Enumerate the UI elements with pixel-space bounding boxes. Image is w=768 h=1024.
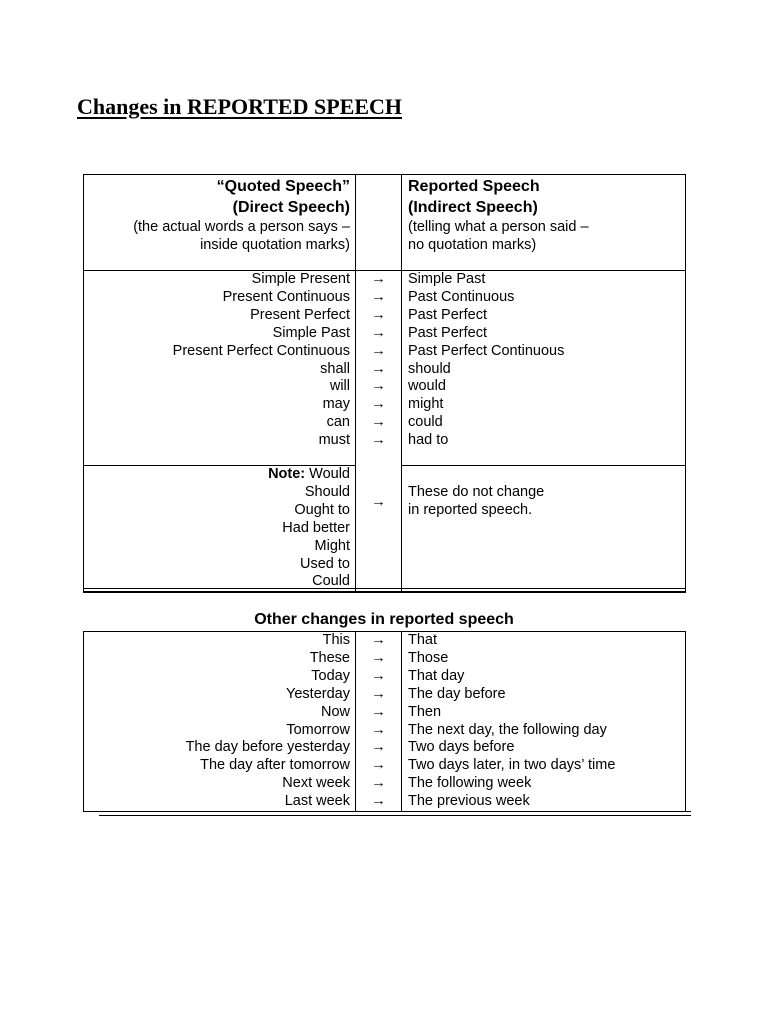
- tense-from: may: [322, 396, 350, 413]
- note-item: Could: [312, 573, 350, 590]
- note-item: Would: [309, 466, 350, 482]
- tense-from: Present Continuous: [222, 288, 350, 305]
- note-first-line: [84, 466, 350, 484]
- tense-from-column: [84, 271, 356, 466]
- arrow-icon: →: [371, 793, 386, 810]
- other-from: Today: [311, 667, 350, 684]
- arrow-icon: →: [371, 721, 386, 738]
- header-direct-desc-2: inside quotation marks): [200, 237, 350, 253]
- tense-from: will: [329, 378, 350, 395]
- arrow-icon: →: [371, 739, 386, 756]
- note-item: Had better: [282, 519, 350, 536]
- tense-to: Past Perfect Continuous: [408, 342, 565, 359]
- page-title: Changes in REPORTED SPEECH: [77, 94, 403, 119]
- arrow-icon: →: [371, 414, 386, 431]
- other-from: Tomorrow: [286, 721, 350, 738]
- tense-to: Past Perfect: [408, 324, 487, 341]
- header-indirect-desc-1: (telling what a person said –: [408, 219, 589, 235]
- other-to: That day: [408, 667, 465, 684]
- other-from: The day after tomorrow: [200, 757, 350, 774]
- other-from: Now: [320, 703, 350, 720]
- tense-changes-table: [83, 174, 686, 592]
- other-to: That: [408, 632, 438, 648]
- other-from: This: [322, 632, 350, 648]
- tense-from: Present Perfect Continuous: [172, 342, 350, 359]
- other-from-column: [84, 632, 356, 812]
- header-indirect-desc-2: no quotation marks): [408, 237, 537, 253]
- table-header-row: [84, 175, 686, 271]
- header-spacer-cell: [356, 175, 402, 271]
- arrow-icon: →: [371, 494, 386, 511]
- tense-to: might: [408, 396, 444, 413]
- other-to: The day before: [408, 685, 506, 702]
- other-to: The previous week: [408, 793, 530, 810]
- other-changes-heading: Other changes in reported speech: [254, 611, 514, 628]
- tense-to: could: [408, 414, 443, 431]
- tense-to: Past Perfect: [408, 306, 487, 323]
- tense-rows: [84, 271, 686, 466]
- other-to: The next day, the following day: [408, 721, 607, 738]
- note-result-column: [402, 466, 686, 592]
- arrow-icon: →: [371, 396, 386, 413]
- other-to: Then: [408, 703, 442, 720]
- header-direct-desc-1: (the actual words a person says –: [133, 219, 350, 235]
- other-to: Two days before: [408, 739, 515, 756]
- other-changes-table: [83, 631, 686, 812]
- other-to-column: [402, 632, 686, 812]
- tense-from: can: [326, 414, 350, 431]
- header-direct-speech: (Direct Speech): [232, 199, 350, 216]
- other-to: The following week: [408, 775, 532, 792]
- tense-to-column: [402, 271, 686, 466]
- other-from: Next week: [282, 775, 350, 792]
- arrow-icon: →: [371, 432, 386, 449]
- other-from: These: [309, 649, 350, 666]
- arrow-icon: →: [371, 757, 386, 774]
- other-to: Those: [408, 649, 449, 666]
- table1-bottom-rule: [83, 588, 686, 593]
- note-result-line-2: in reported speech.: [408, 501, 533, 518]
- arrow-icon: →: [371, 667, 386, 684]
- note-items-column: [84, 466, 356, 592]
- note-item: Ought to: [294, 501, 350, 518]
- tense-from: Simple Present: [251, 271, 350, 287]
- arrow-icon: →: [371, 703, 386, 720]
- other-changes-rows: [84, 632, 686, 812]
- arrow-icon: →: [371, 342, 386, 359]
- note-label: Note:: [268, 466, 306, 482]
- arrow-icon: →: [371, 360, 386, 377]
- arrow-icon: →: [371, 306, 386, 323]
- tense-to: had to: [408, 432, 449, 449]
- arrow-icon: →: [371, 649, 386, 666]
- arrow-icon: →: [371, 324, 386, 341]
- arrow-icon: →: [371, 685, 386, 702]
- tense-from: must: [318, 432, 350, 449]
- table2-bottom-rule: [99, 811, 691, 816]
- header-quoted-speech: “Quoted Speech”: [216, 178, 350, 195]
- tense-from: Simple Past: [272, 324, 350, 341]
- tense-to: Simple Past: [408, 271, 486, 287]
- arrow-column: [356, 271, 402, 592]
- direct-speech-header: [84, 175, 356, 271]
- other-to: Two days later, in two days’ time: [408, 757, 616, 774]
- other-from: The day before yesterday: [185, 739, 350, 756]
- indirect-speech-header: [402, 175, 686, 271]
- arrow-icon: →: [371, 271, 386, 287]
- header-reported-speech: Reported Speech: [408, 178, 540, 195]
- note-item: Might: [314, 537, 350, 554]
- tense-to: would: [408, 378, 446, 395]
- arrow-icon: →: [371, 775, 386, 792]
- note-result-line-1: These do not change: [408, 483, 545, 500]
- tense-to: should: [408, 360, 451, 377]
- arrow-icon: →: [371, 378, 386, 395]
- arrow-icon: →: [371, 632, 386, 648]
- tense-from: shall: [320, 360, 350, 377]
- note-item: Should: [304, 483, 350, 500]
- header-indirect-speech: (Indirect Speech): [408, 199, 538, 216]
- other-from: Last week: [284, 793, 350, 810]
- other-from: Yesterday: [286, 685, 350, 702]
- tense-to: Past Continuous: [408, 288, 515, 305]
- tense-from: Present Perfect: [250, 306, 350, 323]
- note-item: Used to: [300, 555, 350, 572]
- other-arrow-column: [356, 632, 402, 812]
- arrow-icon: →: [371, 288, 386, 305]
